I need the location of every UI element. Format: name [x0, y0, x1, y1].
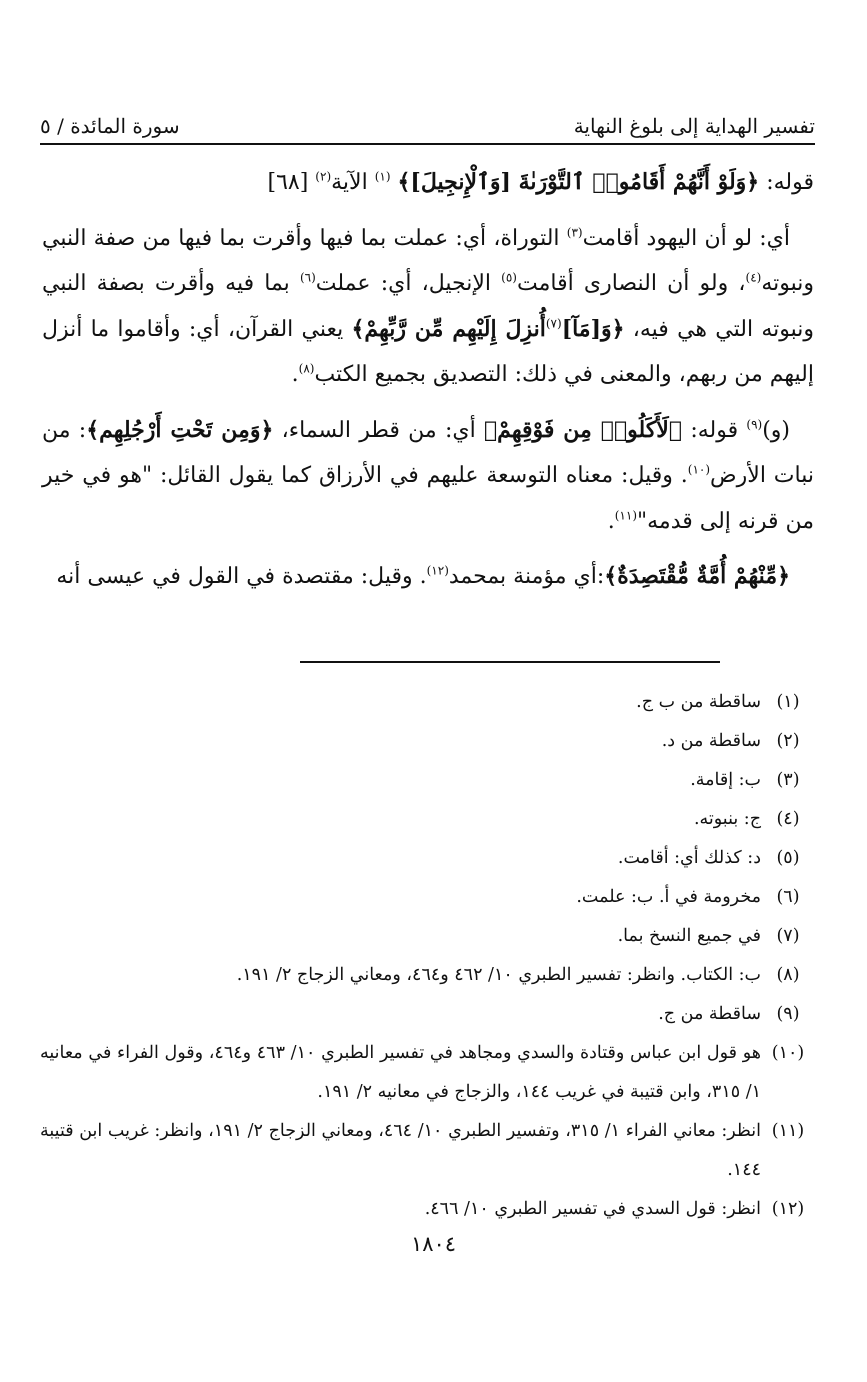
paragraph-verse-68 — [42, 160, 814, 206]
paragraph-moderate-nation — [42, 554, 814, 600]
text-run: قوله: — [682, 417, 747, 443]
footnote-item — [40, 956, 815, 995]
footnote-text: انظر: معاني الفراء ١/ ٣١٥، وتفسير الطبري ١٠/ ٤٦٤، ومعاني الزجاج ٢/ ١٩١، وانظر: غريب ابن قتيبة ١٤٤. — [40, 1121, 762, 1180]
text-run: أي: لو أن اليهود أقامت — [582, 225, 791, 251]
text-run: . وقيل: مقتصدة في القول في عيسى أنه — [56, 564, 427, 589]
text-run: التوراة، أي: عملت بما فيها وأقرت بما فيها من صفة النبي ونبوته — [42, 225, 814, 296]
footnote-ref-6: (٦) — [299, 270, 316, 285]
quran-verse: أُنزِلَ إِلَيْهِم مِّن رَّبِّهِمْ﴾ — [351, 315, 546, 342]
footnote-item — [40, 995, 815, 1034]
footnote-ref-2: (٢) — [315, 169, 332, 184]
text-run: . وقيل: معناه التوسعة عليهم في الأرزاق كما يقول القائل: "هو في خير من قرنه إلى قدمه" — [42, 463, 814, 534]
footnote-ref-12: (١٢) — [426, 563, 449, 578]
text-run: يعني القرآن، أي: وأقاموا ما أنزل إليهم من ربهم، والمعنى في ذلك: التصديق بجميع الكتب — [42, 316, 814, 387]
footnote-item — [40, 1190, 815, 1229]
surah-label: سورة المائدة / ٥ — [40, 114, 180, 138]
footnote-text: د: كذلك أي: أقامت. — [617, 848, 761, 868]
footnote-text: ساقطة من ب ج. — [636, 692, 761, 712]
footnote-number: (٦) — [776, 887, 800, 907]
footnote-item — [40, 800, 815, 839]
footnote-number: (١٢) — [771, 1199, 805, 1219]
footnote-text: هو قول ابن عباس وقتادة والسدي ومجاهد في تفسير الطبري ١٠/ ٤٦٣ و٤٦٤، وقول الفراء في معانيه ١/ ٣١٥، وابن قتيبة في غريب ١٤٤، والزجاج في معانيه ٢/ ١٩١. — [40, 1043, 761, 1102]
footnote-item — [40, 761, 815, 800]
footnote-number: (٧) — [776, 926, 800, 946]
text-run: : من نبات الأرض — [42, 417, 814, 488]
footnote-ref-7: (٧) — [545, 316, 562, 331]
paragraph-explanation — [42, 216, 814, 398]
text-run: ، ولو أن النصارى أقامت — [516, 271, 746, 296]
footnote-number: (٤) — [776, 809, 800, 829]
paragraph-eating — [42, 408, 814, 545]
text-run: بما فيه وأقرت بصفة النبي ونبوته التي هي فيه، — [42, 271, 814, 342]
main-text — [42, 160, 814, 610]
footnote-ref-8: (٨) — [298, 361, 315, 376]
footnote-number: (١١) — [771, 1121, 805, 1141]
text-run: أي: من قطر السماء، — [273, 417, 484, 443]
footnote-number: (٩) — [776, 1004, 800, 1024]
text-run: . — [607, 508, 615, 534]
footnote-ref-4: (٤) — [745, 270, 762, 285]
footnote-number: (٨) — [776, 965, 800, 985]
footnote-text: في جميع النسخ بما. — [617, 926, 761, 946]
text-run: قوله: — [759, 170, 814, 195]
footnote-item — [40, 878, 815, 917]
footnote-item — [40, 1112, 815, 1190]
text-run: الآية — [331, 170, 375, 195]
footnote-ref-10: (١٠) — [687, 462, 711, 477]
text-run: الإنجيل، أي: عملت — [315, 271, 502, 296]
footnote-text: ساقطة من ج. — [658, 1004, 761, 1024]
text-run: . — [291, 362, 299, 387]
quran-verse: ﴿وَمِن تَحْتِ أَرْجُلِهِم﴾ — [86, 416, 274, 443]
footnote-text: ب: الكتاب. وانظر: تفسير الطبري ١٠/ ٤٦٢ و٤٦٤، ومعاني الزجاج ٢/ ١٩١. — [236, 965, 761, 985]
footnote-number: (١) — [776, 692, 800, 712]
footnote-ref-3: (٣) — [566, 225, 583, 240]
page-number: ١٨٠٤ — [410, 1232, 457, 1256]
footnote-item — [40, 917, 815, 956]
footnote-item — [40, 683, 815, 722]
footnotes-list — [40, 683, 815, 1229]
text-run: :أي مؤمنة بمحمد — [448, 564, 605, 589]
footnote-ref-9: (٩) — [746, 417, 763, 432]
quran-verse: ﴿وَ[مَآ] — [561, 315, 625, 342]
verse-number: [٦٨] — [267, 170, 316, 195]
quran-verse: ﴿مِّنْهُمْ أُمَّةٌ مُّقْتَصِدَةٌ﴾ — [604, 563, 790, 589]
book-title: تفسير الهداية إلى بلوغ النهاية — [573, 114, 815, 138]
footnote-text: ب: إقامة. — [690, 770, 761, 790]
footnote-text: ج: بنبوته. — [693, 809, 761, 829]
text-run: (و) — [762, 417, 790, 443]
header-divider — [40, 143, 815, 145]
quran-verse: ﴿وَلَوْ أَنَّهُمْ أَقَامُوا۟ ٱلتَّوْرَىٰةَ [وَٱلْإِنجِيلَ]﴾ — [397, 169, 760, 195]
footnote-ref-1: (١) — [374, 169, 391, 184]
footnote-item — [40, 1034, 815, 1112]
footnote-item — [40, 839, 815, 878]
footnote-number: (٣) — [776, 770, 800, 790]
footnote-number: (١٠) — [771, 1043, 805, 1063]
footnote-text: ساقطة من د. — [661, 731, 761, 751]
footnote-text: انظر: قول السدي في تفسير الطبري ١٠/ ٤٦٦. — [424, 1199, 761, 1219]
quran-verse: ﴿لَأَكَلُوا۟ مِن فَوْقِهِمْ﴾ — [483, 416, 683, 443]
footnote-divider — [300, 661, 720, 663]
footnote-ref-11: (١١) — [614, 508, 637, 523]
footnote-item — [40, 722, 815, 761]
footnote-number: (٢) — [776, 731, 800, 751]
footnote-ref-5: (٥) — [501, 270, 517, 285]
footnote-number: (٥) — [776, 848, 800, 868]
footnote-text: مخرومة في أ. ب: علمت. — [576, 887, 761, 907]
running-header — [40, 98, 815, 138]
